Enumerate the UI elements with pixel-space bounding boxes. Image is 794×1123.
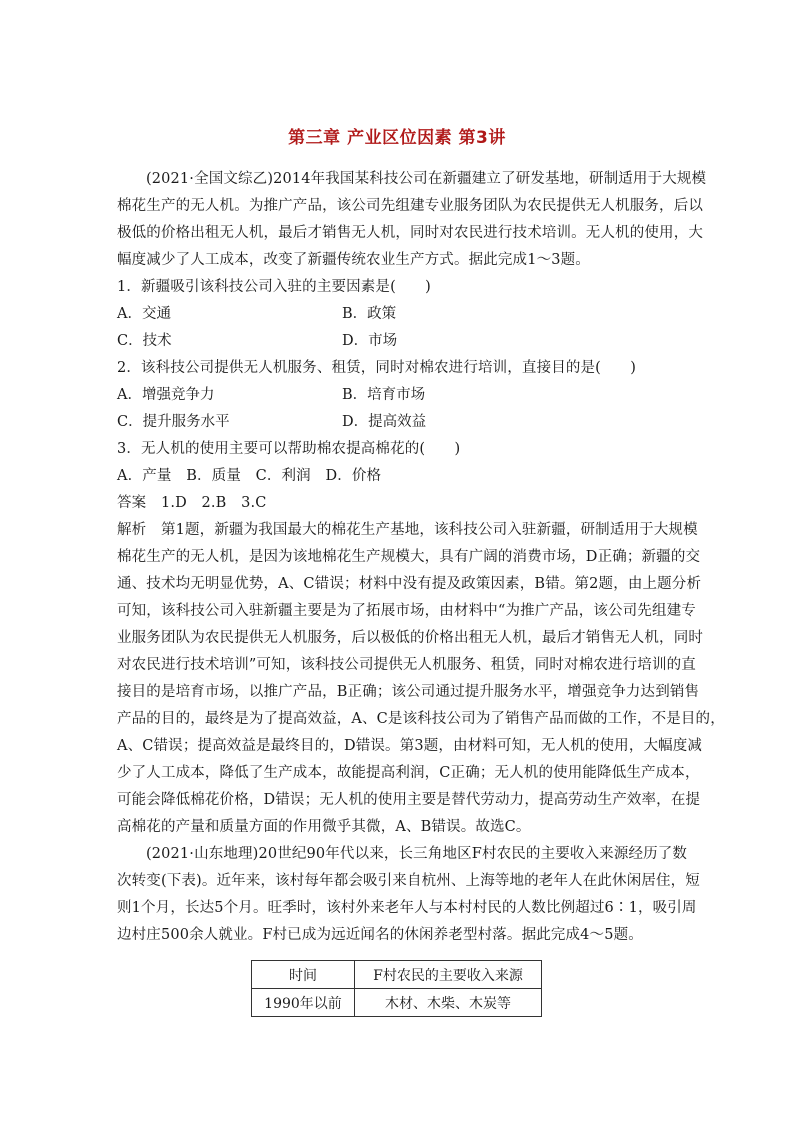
question-3-stem: 3．无人机的使用主要可以帮助棉农提高棉花的( ) <box>117 441 461 457</box>
option-d: D．市场 <box>342 333 398 349</box>
passage-2-line: 则1个月，长达5个月。旺季时，该村外来老年人与本村村民的人数比例超过6∶1，吸引周 <box>117 900 697 916</box>
income-source-table <box>251 960 542 1017</box>
question-1-stem: 1．新疆吸引该科技公司入驻的主要因素是( ) <box>117 279 431 295</box>
passage-1-line: (2021·全国文综乙)2014年我国某科技公司在新疆建立了研发基地，研制适用于大规模 <box>146 171 707 187</box>
analysis-line: 业服务团队为农民提供无人机服务，后以极低的价格出租无人机，最后才销售无人机，同时 <box>117 630 703 646</box>
option-b: B．政策 <box>342 306 397 322</box>
option-c: C．技术 <box>117 333 172 349</box>
question-1-options-row <box>117 301 683 328</box>
analysis-line: 可能会降低棉花价格，D错误；无人机的使用主要是替代劳动力，提高劳动生产效率，在提 <box>117 792 701 808</box>
analysis-line: 接目的是培育市场，以推广产品，B正确；该公司通过提升服务水平，增强竞争力达到销售 <box>117 684 700 700</box>
analysis-line: 棉花生产的无人机，是因为该地棉花生产规模大，具有广阔的消费市场，D正确；新疆的交 <box>117 549 701 565</box>
passage-1-line: 极低的价格出租无人机，最后才销售无人机，同时对农民进行技术培训。无人机的使用，大 <box>117 225 703 241</box>
question-3-options: A．产量 B．质量 C．利润 D．价格 <box>117 468 382 484</box>
passage-1-line: 棉花生产的无人机。为推广产品，该公司先组建专业服务团队为农民提供无人机服务，后以 <box>117 198 703 214</box>
page-title: 第三章 产业区位因素 第3讲 <box>288 128 506 148</box>
answer-line: 答案 1.D 2.B 3.C <box>117 495 267 511</box>
analysis-line: 高棉花的产量和质量方面的作用微乎其微，A、B错误。故选C。 <box>117 819 531 835</box>
option-c: C．提升服务水平 <box>117 414 230 430</box>
table-row <box>252 989 542 1017</box>
analysis-line: 对农民进行技术培训”可知，该科技公司提供无人机服务、租赁，同时对棉农进行培训的直 <box>117 657 696 673</box>
question-2-options-row <box>117 382 683 409</box>
table-cell: 1990年以前 <box>252 989 355 1017</box>
passage-2-line: (2021·山东地理)20世纪90年代以来，长三角地区F村农民的主要收入来源经历了数 <box>146 846 688 862</box>
analysis-line: 少了人工成本，降低了生产成本，故能提高利润，C正确；无人机的使用能降低生产成本， <box>117 765 700 781</box>
table-cell: 木材、木柴、木炭等 <box>355 989 542 1017</box>
option-a: A．交通 <box>117 306 171 322</box>
option-d: D．提高效益 <box>342 414 427 430</box>
question-2-stem: 2．该科技公司提供无人机服务、租赁，同时对棉农进行培训，直接目的是( ) <box>117 360 637 376</box>
option-b: B．培育市场 <box>342 387 426 403</box>
question-2-options-row <box>117 409 683 436</box>
document-body <box>117 166 725 949</box>
passage-1-line: 幅度减少了人工成本，改变了新疆传统农业生产方式。据此完成1～3题。 <box>117 252 590 268</box>
table-header-cell: F村农民的主要收入来源 <box>355 961 542 989</box>
table-header-cell: 时间 <box>252 961 355 989</box>
passage-2-line: 边村庄500余人就业。F村已成为远近闻名的休闲养老型村落。据此完成4～5题。 <box>117 927 643 943</box>
analysis-line: 可知，该科技公司入驻新疆主要是为了拓展市场，由材料中“为推广产品，该公司先组建专 <box>117 603 696 619</box>
passage-2-line: 次转变(下表)。近年来，该村每年都会吸引来自杭州、上海等地的老年人在此休闲居住，短 <box>117 873 700 889</box>
option-a: A．增强竞争力 <box>117 387 215 403</box>
analysis-line: A、C错误；提高效益是最终目的，D错误。第3题，由材料可知，无人机的使用，大幅度减 <box>117 738 703 754</box>
analysis-line: 通、技术均无明显优势，A、C错误；材料中没有提及政策因素，B错。第2题，由上题分析 <box>117 576 702 592</box>
table-header-row <box>252 961 542 989</box>
analysis-line: 产品的目的，最终是为了提高效益，A、C是该科技公司为了销售产品而做的工作，不是目的， <box>117 711 725 727</box>
question-1-options-row <box>117 328 683 355</box>
analysis-line: 解析 第1题，新疆为我国最大的棉花生产基地，该科技公司入驻新疆，研制适用于大规模 <box>117 522 698 538</box>
